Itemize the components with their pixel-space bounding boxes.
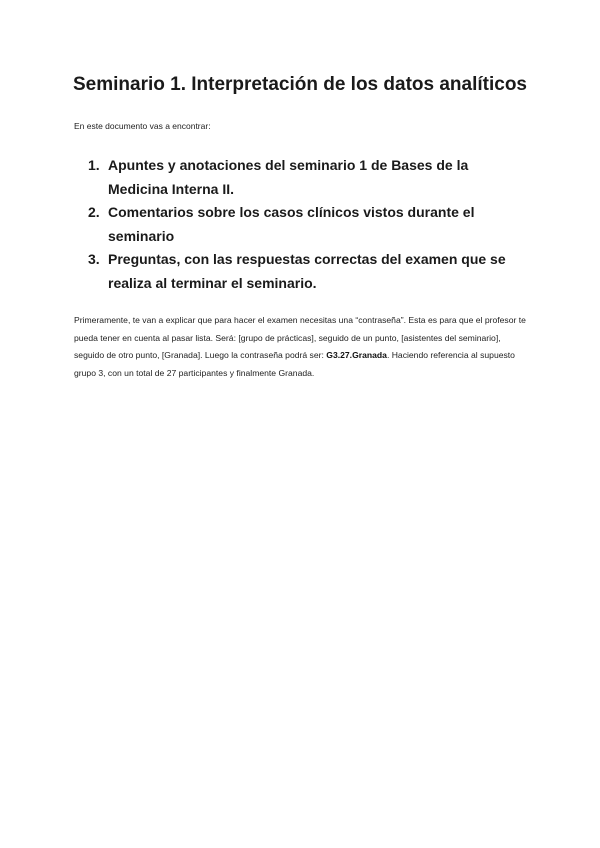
list-item-number: 1. [88,157,100,173]
intro-text: En este documento vas a encontrar: [74,121,211,131]
contents-list [88,154,528,295]
body-paragraph [74,312,526,382]
list-item-text: Preguntas, con las respuestas correctas del examen que se realiza al terminar el seminario. [108,251,506,291]
paragraph-text-part1: Primeramente, te van a explicar que para hacer el examen necesitas una “contraseña”. Esta es para que el profesor te pueda tener en cuenta al pasar lista. Será: [grupo de prácticas], seguido de un punto, [asistentes del seminario], seguido de otro punto, [Granada]. Luego la contraseña podrá ser: [74,315,526,360]
paragraph-text-part2: . Haciendo referencia al supuesto grupo 3, con un total de 27 participantes y finalmente Granada. [74,350,515,378]
password-example: G3.27.Granada [326,350,387,360]
document-title: Seminario 1. Interpretación de los datos analíticos [72,74,527,95]
list-item [88,201,528,248]
list-item-number: 3. [88,251,100,267]
list-item [88,248,528,295]
list-item-text: Apuntes y anotaciones del seminario 1 de Bases de la Medicina Interna II. [108,157,469,197]
list-item [88,154,528,201]
list-item-text: Comentarios sobre los casos clínicos vistos durante el seminario [108,204,475,244]
list-item-number: 2. [88,204,100,220]
